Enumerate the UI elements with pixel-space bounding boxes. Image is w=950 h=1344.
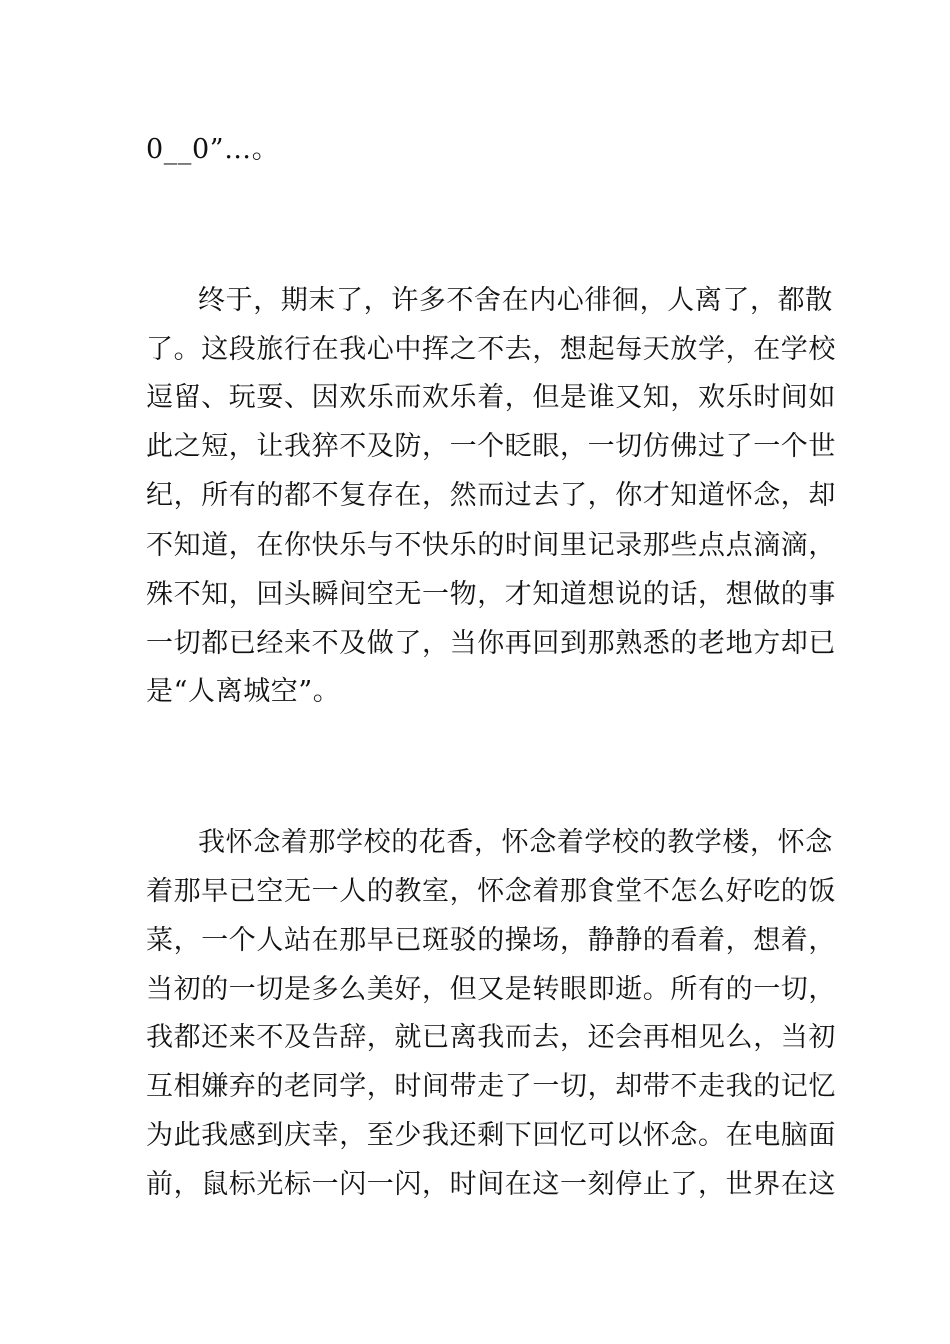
paragraph-2-line-8: 前，鼠标光标一闪一闪，时间在这一刻停止了，世界在这	[146, 1169, 836, 1200]
paragraph-2-line-4: 当初的一切是多么美好，但又是转眼即逝。所有的一切，	[146, 974, 836, 1005]
paragraph-1-line-6: 不知道，在你快乐与不快乐的时间里记录那些点点滴滴，	[146, 530, 836, 561]
paragraph-1-line-3: 逗留、玩耍、因欢乐而欢乐着，但是谁又知，欢乐时间如	[146, 382, 836, 413]
paragraph-2-line-5: 我都还来不及告辞，就已离我而去，还会再相见么，当初	[146, 1022, 836, 1053]
paragraph-1-line-4: 此之短，让我猝不及防，一个眨眼，一切仿佛过了一个世	[146, 431, 836, 462]
paragraph-2-line-2: 着那早已空无一人的教室，怀念着那食堂不怎么好吃的饭	[146, 876, 836, 907]
paragraph-1-line-2: 了。这段旅行在我心中挥之不去，想起每天放学，在学校	[146, 334, 836, 365]
paragraph-2-line-3: 菜，一个人站在那早已斑驳的操场，静静的看着，想着，	[146, 925, 836, 956]
paragraph-1-line-8: 一切都已经来不及做了，当你再回到那熟悉的老地方却已	[146, 628, 836, 659]
paragraph-2-line-6: 互相嫌弃的老同学，时间带走了一切，却带不走我的记忆	[146, 1071, 836, 1102]
paragraph-2-line-1: 我怀念着那学校的花香，怀念着学校的教学楼，怀念	[198, 827, 833, 858]
paragraph-1-line-7: 殊不知，回头瞬间空无一物，才知道想说的话，想做的事	[146, 579, 836, 610]
fragment-line: 0__0”…。	[146, 134, 280, 165]
paragraph-1-line-5: 纪，所有的都不复存在，然而过去了，你才知道怀念，却	[146, 480, 836, 511]
paragraph-1-line-1: 终于，期末了，许多不舍在内心徘徊，人离了，都散	[198, 285, 833, 316]
paragraph-1-line-9: 是“人离城空”。	[146, 676, 341, 707]
paragraph-2-line-7: 为此我感到庆幸，至少我还剩下回忆可以怀念。在电脑面	[146, 1120, 836, 1151]
